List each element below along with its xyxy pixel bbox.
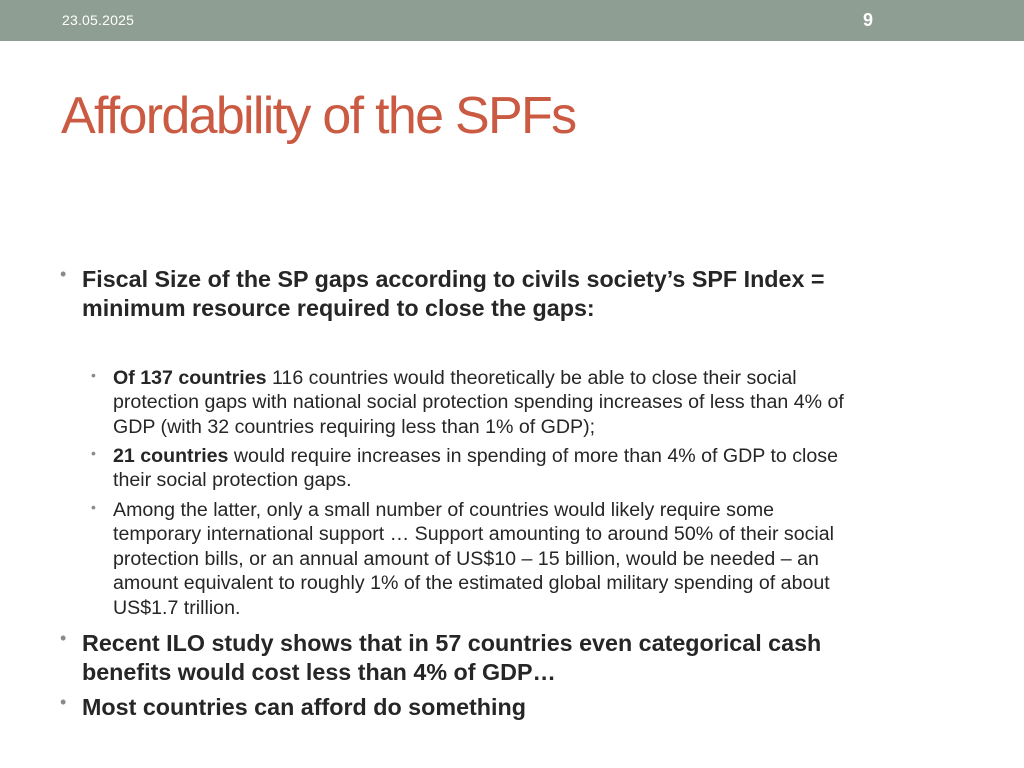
bullet-line: Fiscal Size of the SP gaps according to civils society’s SPF Index = [82, 266, 825, 292]
bullet-line: benefits would cost less than 4% of GDP… [82, 659, 556, 685]
slide-title: Affordability of the SPFs [61, 87, 576, 145]
bullet-line: Among the latter, only a small number of countries would likely require some [113, 499, 775, 521]
bullet-line: temporary international support … Support amounting to around 50% of their social [113, 523, 835, 546]
bullet-line: their social protection gaps. [113, 469, 352, 492]
bullet-line: minimum resource required to close the gaps: [82, 295, 595, 321]
bold-phrase: Of 137 countries [113, 367, 267, 389]
bullet-fiscal-size [82, 265, 825, 323]
slide-number: 9 [862, 10, 873, 30]
bullet-marker: • [60, 628, 67, 648]
bullet-line: amount equivalent to roughly 1% of the estimated global military spending of about [113, 572, 830, 595]
sub-bullet-marker: • [91, 367, 96, 383]
sub-bullet-marker: • [91, 499, 96, 515]
bullet-line: US$1.7 trillion. [113, 596, 241, 619]
bullet-line: protection gaps with national social protection spending increases of less than 4% of [113, 391, 844, 414]
slide-date: 23.05.2025 [62, 12, 135, 28]
bullet-marker: • [60, 264, 67, 284]
bullet-line: Most countries can afford do something [82, 694, 526, 720]
bullet-afford-something [82, 693, 526, 722]
sub-bullet-among-latter [113, 498, 834, 620]
bullet-line: protection bills, or an annual amount of US$10 – 15 billion, would be needed – an [113, 547, 819, 570]
bullet-line: would require increases in spending of more than 4% of GDP to close [228, 445, 838, 467]
bullet-marker: • [60, 692, 67, 712]
bullet-line: Recent ILO study shows that in 57 countries even categorical cash [82, 630, 822, 656]
bold-phrase: 21 countries [113, 445, 229, 467]
sub-bullet-137-countries [113, 366, 844, 439]
bullet-ilo-study [82, 629, 821, 687]
sub-bullet-marker: • [91, 445, 96, 461]
bullet-line: 116 countries would theoretically be able to close their social [266, 367, 797, 389]
bullet-line: GDP (with 32 countries requiring less than 1% of GDP); [113, 415, 596, 438]
sub-bullet-21-countries [113, 444, 838, 493]
